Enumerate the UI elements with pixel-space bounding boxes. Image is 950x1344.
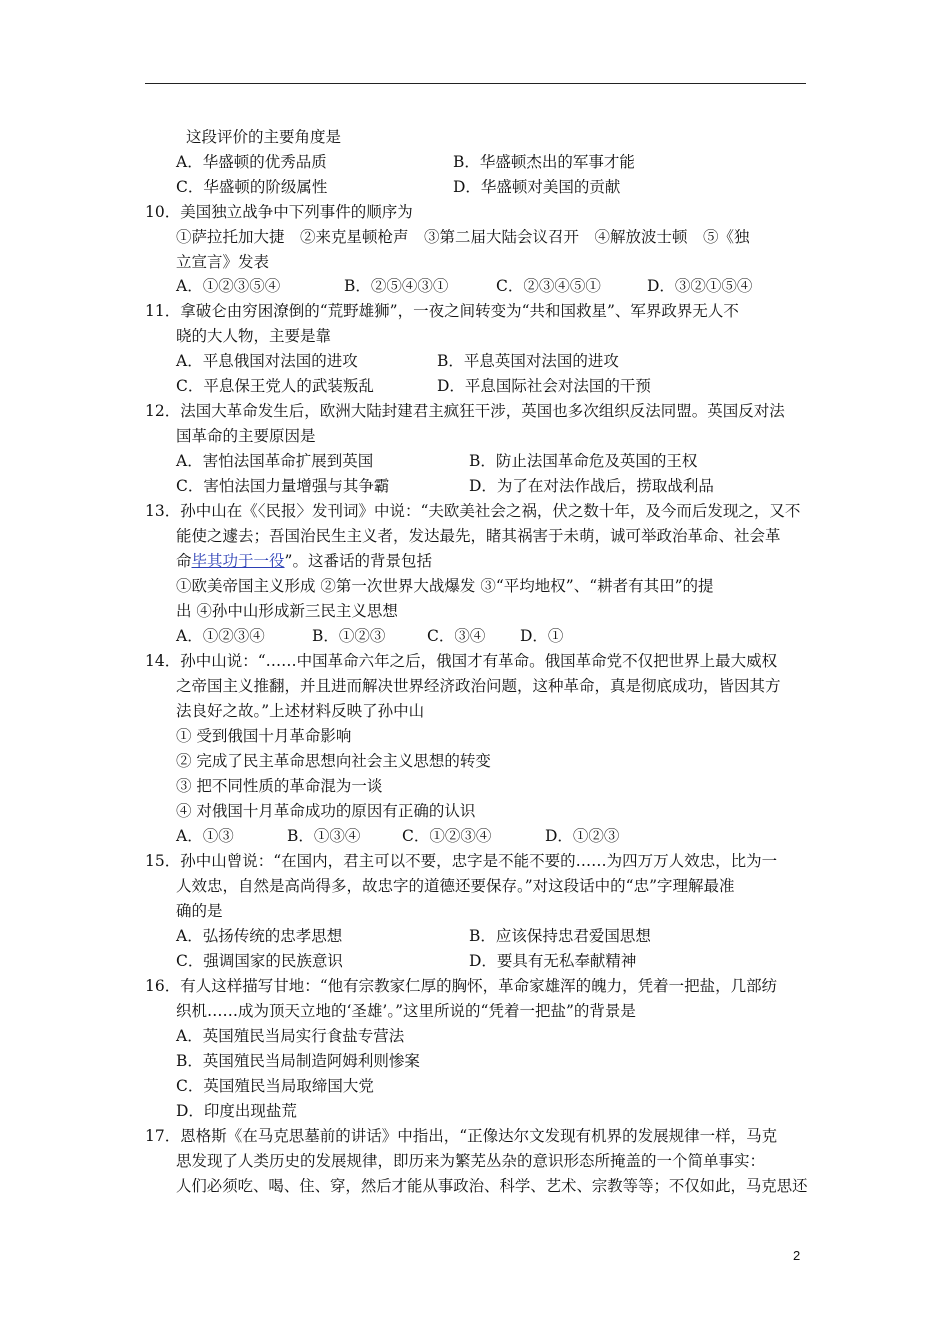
text-line: 出 ④孙中山形成新三民主义思想 bbox=[176, 602, 398, 620]
option-a: A．英国殖民当局实行食盐专营法 bbox=[176, 1027, 405, 1045]
option-a: A．华盛顿的优秀品质 bbox=[176, 153, 327, 171]
page-number: 2 bbox=[793, 1248, 801, 1263]
text-line: 国革命的主要原因是 bbox=[176, 427, 316, 445]
header-rule bbox=[145, 83, 806, 84]
option-c: C．③④ bbox=[427, 627, 486, 645]
text-line: 之帝国主义推翻，并且进而解决世界经济政治问题，这种革命，真是彻底成功，皆因其方 bbox=[176, 677, 781, 695]
option-d: D．要具有无私奉献精神 bbox=[469, 952, 637, 970]
option-d: D．平息国际社会对法国的干预 bbox=[437, 377, 651, 395]
option-a: A．平息俄国对法国的进攻 bbox=[176, 352, 358, 370]
option-b: B．应该保持忠君爱国思想 bbox=[469, 927, 651, 945]
text-line: 确的是 bbox=[176, 902, 223, 920]
text-line: ③ 把不同性质的革命混为一谈 bbox=[176, 777, 383, 795]
option-d: D．③②①⑤④ bbox=[647, 277, 753, 295]
option-d: D．为了在对法作战后，捞取战利品 bbox=[469, 477, 714, 495]
question-14: 14．孙中山说：“……中国革命六年之后，俄国才有革命。俄国革命党不仅把世界上最大威权 bbox=[145, 652, 778, 670]
option-d: D．印度出现盐荒 bbox=[176, 1102, 297, 1120]
question-17: 17．恩格斯《在马克思墓前的讲话》中指出，“正像达尔文发现有机界的发展规律一样，马克 bbox=[145, 1127, 778, 1145]
text-line: ② 完成了民主革命思想向社会主义思想的转变 bbox=[176, 752, 491, 770]
text-line: 思发现了人类历史的发展规律，即历来为繁芜丛杂的意识形态所掩盖的一个简单事实： bbox=[176, 1152, 766, 1170]
option-b: B．①③④ bbox=[287, 827, 361, 845]
option-c: C．强调国家的民族意识 bbox=[176, 952, 343, 970]
option-d: D．华盛顿对美国的贡献 bbox=[453, 178, 621, 196]
option-b: B．防止法国革命危及英国的王权 bbox=[469, 452, 698, 470]
option-a: A．①③ bbox=[176, 827, 234, 845]
text-line: ①萨拉托加大捷 ②来克星顿枪声 ③第二届大陆会议召开 ④解放波士顿 ⑤《独 bbox=[176, 228, 750, 246]
option-b: B．②⑤④③① bbox=[344, 277, 449, 295]
text-line: 人们必须吃、喝、住、穿，然后才能从事政治、科学、艺术、宗教等等；不仅如此，马克思还 bbox=[176, 1177, 808, 1195]
text-line: ①欧美帝国主义形成 ②第一次世界大战爆发 ③“平均地权”、“耕者有其田”的提 bbox=[176, 577, 714, 595]
option-a: A．弘扬传统的忠孝思想 bbox=[176, 927, 343, 945]
option-d: D．① bbox=[520, 627, 564, 645]
option-b: B．英国殖民当局制造阿姆利则惨案 bbox=[176, 1052, 420, 1070]
question-10: 10．美国独立战争中下列事件的顺序为 bbox=[145, 203, 413, 221]
option-b: B．平息英国对法国的进攻 bbox=[437, 352, 619, 370]
question-13: 13．孙中山在《〈民报〉发刊词》中说：“夫欧美社会之祸，伏之数十年，及今而后发现之，又不 bbox=[145, 502, 801, 520]
question-15: 15．孙中山曾说：“在国内，君主可以不要，忠字是不能不要的……为四万万人效忠，比为一 bbox=[145, 852, 778, 870]
option-c: C．②③④⑤① bbox=[496, 277, 601, 295]
text-line: 能使之遽去；吾国治民生主义者，发达最先，睹其祸害于未萌，诚可举政治革命、社会革 bbox=[176, 527, 781, 545]
text-line: 晓的大人物，主要是靠 bbox=[176, 327, 332, 345]
option-a: A．①②③④ bbox=[176, 627, 265, 645]
text-segment: 命 bbox=[176, 552, 192, 570]
option-c: C．平息保王党人的武装叛乱 bbox=[176, 377, 374, 395]
option-c: C．害怕法国力量增强与其争霸 bbox=[176, 477, 390, 495]
option-b: B．华盛顿杰出的军事才能 bbox=[453, 153, 635, 171]
option-c: C．英国殖民当局取缔国大党 bbox=[176, 1077, 374, 1095]
text-line: 法良好之故。”上述材料反映了孙中山 bbox=[176, 702, 425, 720]
question-16: 16．有人这样描写甘地：“他有宗教家仁厚的胸怀，革命家雄浑的魄力，凭着一把盐，几部纺 bbox=[145, 977, 778, 995]
option-d: D．①②③ bbox=[545, 827, 620, 845]
text-line bbox=[176, 551, 432, 571]
hyperlink[interactable]: 毕其功于一役 bbox=[191, 552, 285, 570]
question-12: 12．法国大革命发生后，欧洲大陆封建君主疯狂干涉，英国也多次组织反法同盟。英国反对法 bbox=[145, 402, 785, 420]
text-line: ① 受到俄国十月革命影响 bbox=[176, 727, 352, 745]
text-line: ④ 对俄国十月革命成功的原因有正确的认识 bbox=[176, 802, 476, 820]
text-line: 织机……成为顶天立地的‘圣雄’。”这里所说的“凭着一把盐”的背景是 bbox=[176, 1002, 636, 1020]
option-c: C．①②③④ bbox=[402, 827, 492, 845]
text-line: 立宣言》发表 bbox=[176, 253, 270, 271]
question-11: 11．拿破仑由穷困潦倒的“荒野雄狮”，一夜之间转变为“共和国救星”、军界政界无人不 bbox=[145, 302, 739, 320]
text-line: 人效忠，自然是高尚得多，故忠字的道德还要保存。”对这段话中的“忠”字理解最准 bbox=[176, 877, 735, 895]
option-a: A．害怕法国革命扩展到英国 bbox=[176, 452, 374, 470]
text-segment: ”。这番话的背景包括 bbox=[284, 552, 432, 570]
option-a: A．①②③⑤④ bbox=[176, 277, 281, 295]
option-b: B．①②③ bbox=[312, 627, 386, 645]
option-c: C．华盛顿的阶级属性 bbox=[176, 178, 328, 196]
text-line: 这段评价的主要角度是 bbox=[186, 128, 342, 146]
